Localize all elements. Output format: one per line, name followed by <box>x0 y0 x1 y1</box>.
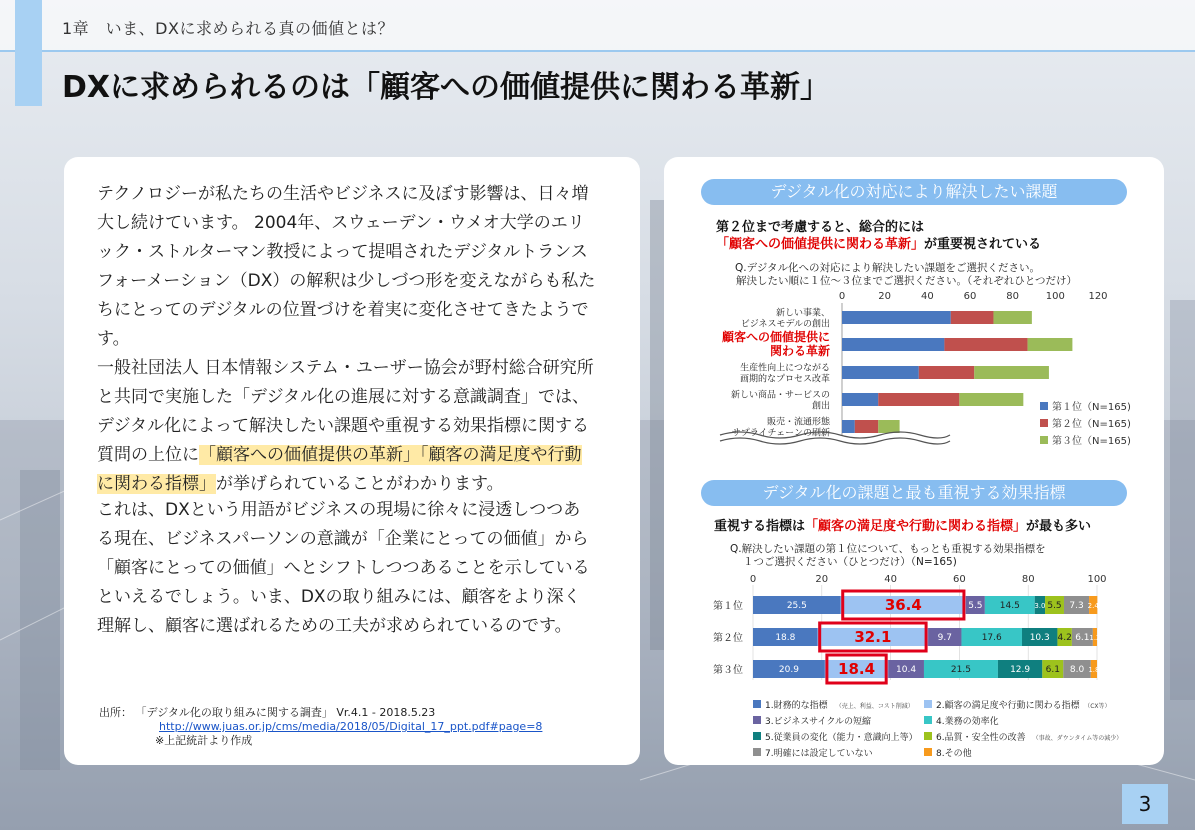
question-metrics-line1: Q.解決したい課題の第１位について、もっとも重視する効果指標を <box>730 543 1046 555</box>
chart-issues <box>690 285 1150 460</box>
x-tick-label: 40 <box>884 574 897 585</box>
legend-label: 6.品質・安全性の改善 <box>936 733 1026 743</box>
data-label: 17.6 <box>981 633 1002 643</box>
source-citation <box>99 706 542 748</box>
legend-label: 第１位（N=165) <box>1052 402 1131 413</box>
legend-swatch <box>1040 419 1048 427</box>
data-label: 21.5 <box>950 665 971 675</box>
bar-segment <box>878 420 899 433</box>
bar-segment <box>842 420 855 433</box>
category-label: 第３位 <box>713 665 743 676</box>
data-label: 8.0 <box>1069 665 1085 675</box>
category-label: ビジネスモデルの創出 <box>740 319 830 330</box>
legend-note: （CX等） <box>1084 703 1111 710</box>
data-label: 18.4 <box>838 660 876 678</box>
data-label: 5.5 <box>968 601 983 611</box>
legend-swatch <box>1040 402 1048 410</box>
x-tick-label: 60 <box>953 574 966 585</box>
category-label: 生産性向上につながる <box>740 363 830 374</box>
bar-segment <box>944 338 1027 351</box>
category-label: サプライチェーンの刷新 <box>731 428 830 439</box>
data-label: 10.3 <box>1029 633 1050 643</box>
bar-segment <box>993 311 1031 324</box>
data-label: 12.9 <box>1010 665 1031 675</box>
legend-swatch <box>753 716 761 724</box>
data-label: 6.1 <box>1075 633 1090 643</box>
subtitle-issues-line1: 第２位まで考慮すると、総合的には <box>716 220 925 235</box>
x-tick-label: 0 <box>838 291 846 302</box>
x-tick-label: 60 <box>963 291 977 302</box>
legend-label: 2.顧客の満足度や行動に関わる指標 <box>936 701 1080 711</box>
legend-swatch <box>753 748 761 756</box>
data-label: 36.4 <box>884 596 922 614</box>
accent-block <box>15 0 42 106</box>
legend-label: 1.財務的な指標 <box>765 701 828 711</box>
data-label: 2.4 <box>1087 602 1099 610</box>
subtitle-issues-line2: 「顧客への価値提供に関わる革新」が重要視されている <box>716 237 1042 252</box>
legend-label: 8.その他 <box>936 749 972 758</box>
subtitle-metrics: 重視する指標は「顧客の満足度や行動に関わる指標」が最も多い <box>714 519 1092 534</box>
category-label: 創出 <box>811 401 830 412</box>
category-label: 画期的なプロセス改革 <box>739 374 830 385</box>
paragraph-text: 一般社団法人 日本情報システム・ユーザー協会が野村総合研究所と共同で実施した「デジタル化の進展に対する意識調査」では、デジタル化によって解決したい課題や重視する効果指標に関する質問の上位に <box>97 358 594 465</box>
category-label: 販売・流通形態 <box>766 417 830 428</box>
data-label: 20.9 <box>778 665 799 675</box>
data-label: 4.2 <box>1057 633 1072 643</box>
data-label: 1.8 <box>1088 666 1100 674</box>
data-label: 1.2 <box>1089 634 1101 642</box>
paragraph-text: テクノロジーが私たちの生活やビジネスに及ぼす影響は、日々増大し続けています。 2004年、スウェーデン・ウメオ大学のエリック・ストルターマン教授によって提唱されたデジタルトランスフォーメーション（DX）の解釈は少しづつ形を変えながらも私たちにとってのデジタルの位置づけを着実に変化させてきたようです。 <box>97 184 596 349</box>
question-metrics-line2: １つご選択ください（ひとつだけ）（N=165) <box>743 556 957 568</box>
legend-note: （事故、ダウンタイム等の減少） <box>1032 735 1123 742</box>
legend-label: 3.ビジネスサイクルの短縮 <box>765 717 872 727</box>
category-label: 新しい商品・サービスの <box>730 390 830 401</box>
bar-segment <box>855 420 878 433</box>
legend-label: 第３位（N=165) <box>1052 436 1131 447</box>
bar-segment <box>959 393 1023 406</box>
paragraph-text: が挙げられていることがわかります。 <box>216 474 504 494</box>
legend-swatch <box>753 700 761 708</box>
bar-segment <box>842 311 951 324</box>
bar-segment <box>842 338 944 351</box>
category-label: 第１位 <box>713 601 743 612</box>
x-tick-label: 0 <box>749 574 757 585</box>
chart-metrics <box>700 568 1160 758</box>
x-tick-label: 20 <box>878 291 892 302</box>
x-tick-label: 100 <box>1045 291 1065 302</box>
break-line <box>720 438 950 444</box>
x-tick-label: 120 <box>1088 291 1108 302</box>
bar-segment <box>1028 338 1073 351</box>
highlight-text: 「顧客への価値提供の革新」「顧客の満足度や行動に関わる指標」 <box>97 445 582 494</box>
x-tick-label: 80 <box>1006 291 1020 302</box>
legend-label: 5.従業員の変化（能力・意識向上等） <box>765 733 918 743</box>
x-tick-label: 100 <box>1087 574 1107 585</box>
data-label: 25.5 <box>786 601 807 611</box>
bar-segment <box>878 393 959 406</box>
legend-note: （売上、利益、コスト削減） <box>835 703 914 710</box>
legend-swatch <box>924 716 932 724</box>
x-tick-label: 40 <box>920 291 934 302</box>
paragraph-conclusion: これは、DXという用語がビジネスの現場に徐々に浸透しつつある現在、ビジネスパーソンの意識が「企業にとっての価値」から「顧客にとっての価値」へとシフトしつつあることを示しているといえるでしょう。いま、DXの取り組みには、顧客をより深く理解し、顧客に選ばれるための工夫が求められているのです。 <box>97 500 590 636</box>
bar-segment <box>842 393 878 406</box>
section-pill-issues: デジタル化の対応により解決したい課題 <box>701 179 1127 205</box>
legend-label: 4.業務の効率化 <box>936 717 999 727</box>
legend-label: 第２位（N=165) <box>1052 419 1131 430</box>
page-number: 3 <box>1122 784 1168 824</box>
data-label: 6.1 <box>1045 665 1060 675</box>
legend-swatch <box>924 700 932 708</box>
question-issues-line2: 解決したい順に１位～３位までご選択ください。（それぞれひとつだけ） <box>736 275 1078 287</box>
category-label: 顧客への価値提供に <box>721 330 830 344</box>
legend-swatch <box>1040 436 1048 444</box>
category-label: 第２位 <box>713 633 743 644</box>
legend-swatch <box>924 732 932 740</box>
data-label: 3.0 <box>1034 602 1046 610</box>
x-tick-label: 20 <box>815 574 829 585</box>
data-label: 10.4 <box>896 665 917 675</box>
legend-swatch <box>924 748 932 756</box>
legend-swatch <box>753 732 761 740</box>
source-title: 「デジタル化の取り組みに関する調査」 Vr.4.1 - 2018.5.23 <box>135 706 436 719</box>
section-pill-metrics: デジタル化の課題と最も重視する効果指標 <box>701 480 1127 506</box>
bar-segment <box>842 366 919 379</box>
header-divider <box>0 50 1195 52</box>
data-label: 5.5 <box>1047 601 1062 611</box>
source-link[interactable]: http://www.juas.or.jp/cms/media/2018/05/Digital_17_ppt.pdf#page=8 <box>159 720 543 733</box>
data-label: 32.1 <box>854 628 892 646</box>
bar-segment <box>919 366 974 379</box>
data-label: 14.5 <box>999 601 1020 611</box>
category-label: 関わる革新 <box>769 344 830 358</box>
category-label: 新しい事業、 <box>775 308 830 319</box>
x-tick-label: 80 <box>1021 574 1035 585</box>
bar-segment <box>974 366 1049 379</box>
paragraph-intro <box>97 180 597 499</box>
chapter-label: 1章 いま、DXに求められる真の価値とは？ <box>62 19 394 38</box>
question-issues-line1: Q.デジタル化への対応により解決したい課題をご選択ください。 <box>735 262 1040 274</box>
data-label: 7.3 <box>1069 601 1084 611</box>
source-label: 出所： <box>99 706 132 719</box>
data-label: 18.8 <box>775 633 796 643</box>
legend-label: 7.明確には設定していない <box>765 749 873 758</box>
source-note: ※上記統計より作成 <box>155 734 253 747</box>
data-label: 9.7 <box>937 633 952 643</box>
bar-segment <box>951 311 994 324</box>
page-title: DXに求められるのは「顧客への価値提供に関わる革新」 <box>62 70 831 105</box>
